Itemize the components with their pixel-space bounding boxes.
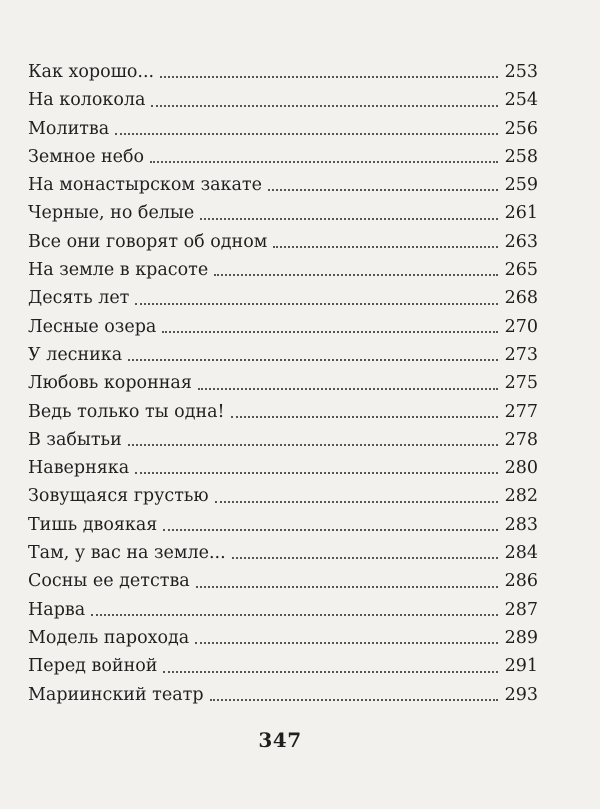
toc-entry-title: Сосны ее детства	[28, 571, 190, 592]
toc-entry-title: Нарва	[28, 599, 86, 620]
toc-entry-title: Модель парохода	[28, 627, 190, 648]
dot-leader	[231, 415, 498, 418]
toc-entry	[28, 398, 538, 426]
dot-leader	[128, 358, 498, 361]
toc-entry-title: Наверняка	[28, 458, 130, 479]
toc-entry-page: 287	[504, 599, 538, 620]
toc-entry	[28, 313, 538, 341]
dot-leader	[163, 670, 498, 673]
dot-leader	[215, 500, 498, 503]
toc-entry-title: У лесника	[28, 344, 123, 365]
dot-leader	[91, 613, 498, 616]
toc-entry-page: 282	[504, 486, 538, 507]
toc-entry	[28, 86, 538, 114]
dot-leader	[135, 471, 498, 474]
dot-leader	[232, 556, 498, 559]
toc-entry-page: 256	[504, 118, 538, 139]
toc-entry-page: 275	[504, 373, 538, 394]
toc-entry	[28, 171, 538, 199]
toc-entry-page: 259	[504, 175, 538, 196]
dot-leader	[135, 302, 498, 305]
toc-entry-page: 280	[504, 458, 538, 479]
dot-leader	[273, 245, 498, 248]
toc-entry	[28, 567, 538, 595]
toc-entry-title: Зовущаяся грустью	[28, 486, 209, 507]
toc-entry-title: Любовь коронная	[28, 373, 192, 394]
toc-entry	[28, 284, 538, 312]
toc-entry	[28, 256, 538, 284]
toc-entry	[28, 596, 538, 624]
toc-entry-title: Черные, но белые	[28, 203, 195, 224]
toc-entry-page: 289	[504, 627, 538, 648]
dot-leader	[150, 160, 498, 163]
toc-entry-title: На земле в красоте	[28, 260, 209, 281]
toc-entry-title: Тишь двоякая	[28, 514, 158, 535]
toc-entry	[28, 58, 538, 86]
dot-leader	[128, 443, 498, 446]
dot-leader	[162, 330, 498, 333]
dot-leader	[268, 188, 498, 191]
toc-entry-title: Земное небо	[28, 146, 145, 167]
toc-entry-page: 293	[504, 684, 538, 705]
toc-entry	[28, 482, 538, 510]
toc-entry	[28, 539, 538, 567]
toc-entry-title: Мариинский театр	[28, 684, 204, 705]
toc-entry-title: Ведь только ты одна!	[28, 401, 225, 422]
toc-entry-title: В забытьи	[28, 429, 122, 450]
dot-leader	[210, 698, 498, 701]
toc-entry-title: На монастырском закате	[28, 175, 262, 196]
toc-entry-page: 258	[504, 146, 538, 167]
toc-entry-page: 254	[504, 90, 538, 111]
toc-entry-page: 286	[504, 571, 538, 592]
dot-leader	[151, 104, 498, 107]
toc-entry-title: Там, у вас на земле...	[28, 543, 226, 564]
toc-entry-title: Все они говорят об одном	[28, 231, 268, 252]
toc-entry	[28, 426, 538, 454]
toc-entry	[28, 341, 538, 369]
toc-entry-title: Как хорошо...	[28, 62, 155, 82]
toc-entry-title: Лесные озера	[28, 316, 157, 337]
dot-leader	[214, 273, 498, 276]
dot-leader	[115, 132, 498, 135]
toc-entry	[28, 228, 538, 256]
toc-entry-page: 253	[504, 62, 538, 82]
toc-entry-page: 261	[504, 203, 538, 224]
dot-leader	[195, 641, 498, 644]
toc-entry-page: 268	[504, 288, 538, 309]
page-number: 347	[258, 728, 302, 752]
toc-entry	[28, 454, 538, 482]
table-of-contents	[28, 58, 538, 709]
toc-entry	[28, 369, 538, 397]
toc-entry-title: Перед войной	[28, 656, 158, 677]
toc-entry	[28, 143, 538, 171]
toc-entry-title: На колокола	[28, 90, 146, 111]
dot-leader	[196, 585, 498, 588]
toc-entry-page: 283	[504, 514, 538, 535]
toc-entry-page: 265	[504, 260, 538, 281]
toc-entry-page: 284	[504, 543, 538, 564]
toc-entry	[28, 511, 538, 539]
toc-entry	[28, 115, 538, 143]
toc-entry-page: 263	[504, 231, 538, 252]
toc-entry-page: 277	[504, 401, 538, 422]
toc-entry	[28, 199, 538, 227]
toc-entry	[28, 652, 538, 680]
dot-leader	[198, 387, 498, 390]
toc-entry-page: 273	[504, 344, 538, 365]
toc-entry-title: Молитва	[28, 118, 110, 139]
dot-leader	[163, 528, 498, 531]
toc-entry-title: Десять лет	[28, 288, 130, 309]
toc-entry-page: 278	[504, 429, 538, 450]
toc-entry	[28, 681, 538, 709]
toc-entry	[28, 624, 538, 652]
toc-entry-page: 270	[504, 316, 538, 337]
dot-leader	[200, 217, 498, 220]
dot-leader	[160, 75, 498, 78]
toc-entry-page: 291	[504, 656, 538, 677]
